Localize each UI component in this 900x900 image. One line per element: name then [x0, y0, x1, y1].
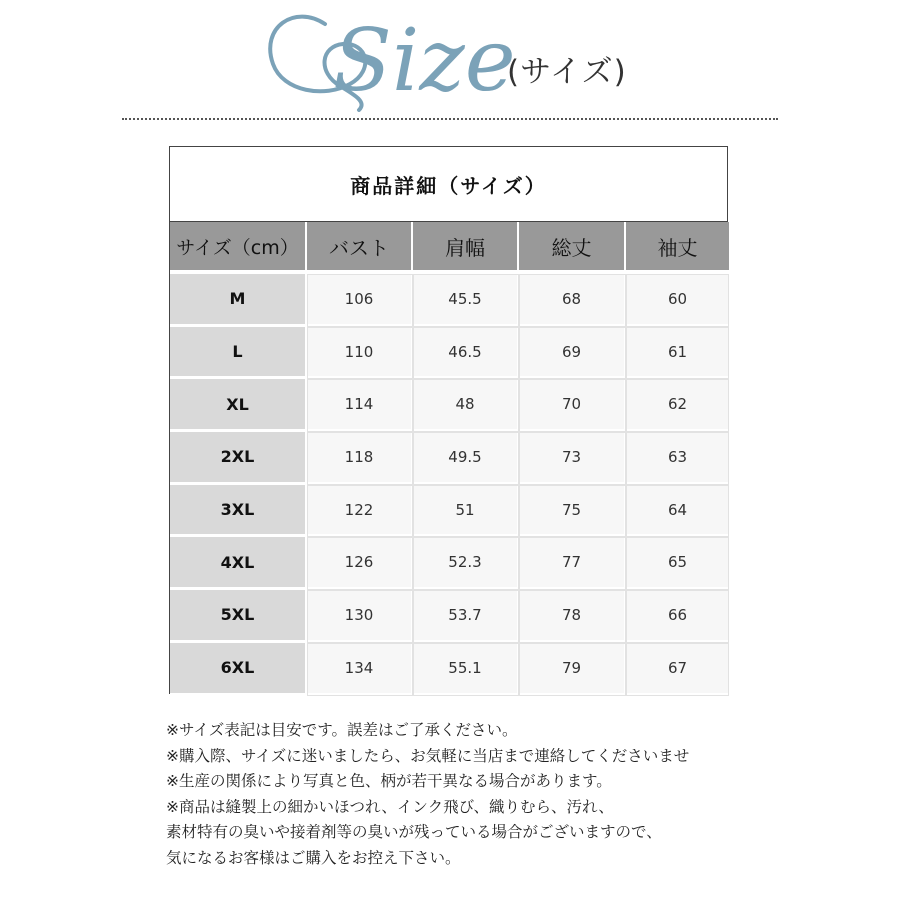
note-line: 気になるお客様はご購入をお控え下さい。: [166, 848, 461, 867]
note-line: ※商品は縫製上の細かいほつれ、インク飛び、織りむら、汚れ、: [166, 797, 614, 816]
column-header: バスト: [307, 222, 413, 274]
note-line: 素材特有の臭いや接着剤等の臭いが残っている場合がございますので、: [166, 823, 662, 841]
table-cell: 110: [307, 327, 413, 380]
table-cell: 45.5: [413, 274, 519, 327]
size-grid: [170, 222, 727, 696]
size-label-cell: 5XL: [170, 590, 307, 643]
table-cell: 130: [307, 590, 413, 643]
table-cell: 52.3: [413, 537, 519, 590]
table-cell: 77: [519, 537, 626, 590]
table-cell: 66: [626, 590, 729, 643]
notes: [166, 718, 806, 871]
size-table: [169, 146, 728, 694]
table-cell: 61: [626, 327, 729, 380]
table-cell: 63: [626, 432, 729, 485]
column-header: 袖丈: [626, 222, 729, 274]
size-label-cell: 3XL: [170, 485, 307, 538]
table-cell: 68: [519, 274, 626, 327]
size-label-cell: 6XL: [170, 643, 307, 696]
table-cell: 55.1: [413, 643, 519, 696]
column-header: 総丈: [519, 222, 626, 274]
table-cell: 46.5: [413, 327, 519, 380]
table-title: 商品詳細（サイズ）: [170, 147, 727, 222]
note-line: ※サイズ表記は目安です。誤差はご了承ください。: [166, 721, 518, 739]
size-logo-word: Size: [333, 11, 516, 111]
table-cell: 79: [519, 643, 626, 696]
table-cell: 70: [519, 379, 626, 432]
size-label-cell: L: [170, 327, 307, 380]
table-cell: 48: [413, 379, 519, 432]
table-cell: 118: [307, 432, 413, 485]
table-cell: 53.7: [413, 590, 519, 643]
table-cell: 126: [307, 537, 413, 590]
table-cell: 114: [307, 379, 413, 432]
table-cell: 122: [307, 485, 413, 538]
table-cell: 67: [626, 643, 729, 696]
table-cell: 51: [413, 485, 519, 538]
note-line: ※購入際、サイズに迷いましたら、お気軽に当店まで連絡してくださいませ: [166, 746, 690, 765]
table-cell: 73: [519, 432, 626, 485]
table-cell: 106: [307, 274, 413, 327]
size-label-cell: 4XL: [170, 537, 307, 590]
size-label-cell: M: [170, 274, 307, 327]
size-logo-subtitle: (サイズ): [507, 54, 627, 90]
table-cell: 64: [626, 485, 729, 538]
table-cell: 62: [626, 379, 729, 432]
table-cell: 75: [519, 485, 626, 538]
table-cell: 49.5: [413, 432, 519, 485]
note-line: ※生産の関係により写真と色、柄が若干異なる場合があります。: [166, 772, 612, 790]
size-label-cell: XL: [170, 379, 307, 432]
divider: [122, 118, 778, 120]
table-cell: 69: [519, 327, 626, 380]
table-cell: 78: [519, 590, 626, 643]
column-header: サイズ（cm）: [170, 222, 307, 274]
table-cell: 60: [626, 274, 729, 327]
column-header: 肩幅: [413, 222, 519, 274]
size-label-cell: 2XL: [170, 432, 307, 485]
table-cell: 134: [307, 643, 413, 696]
table-cell: 65: [626, 537, 729, 590]
